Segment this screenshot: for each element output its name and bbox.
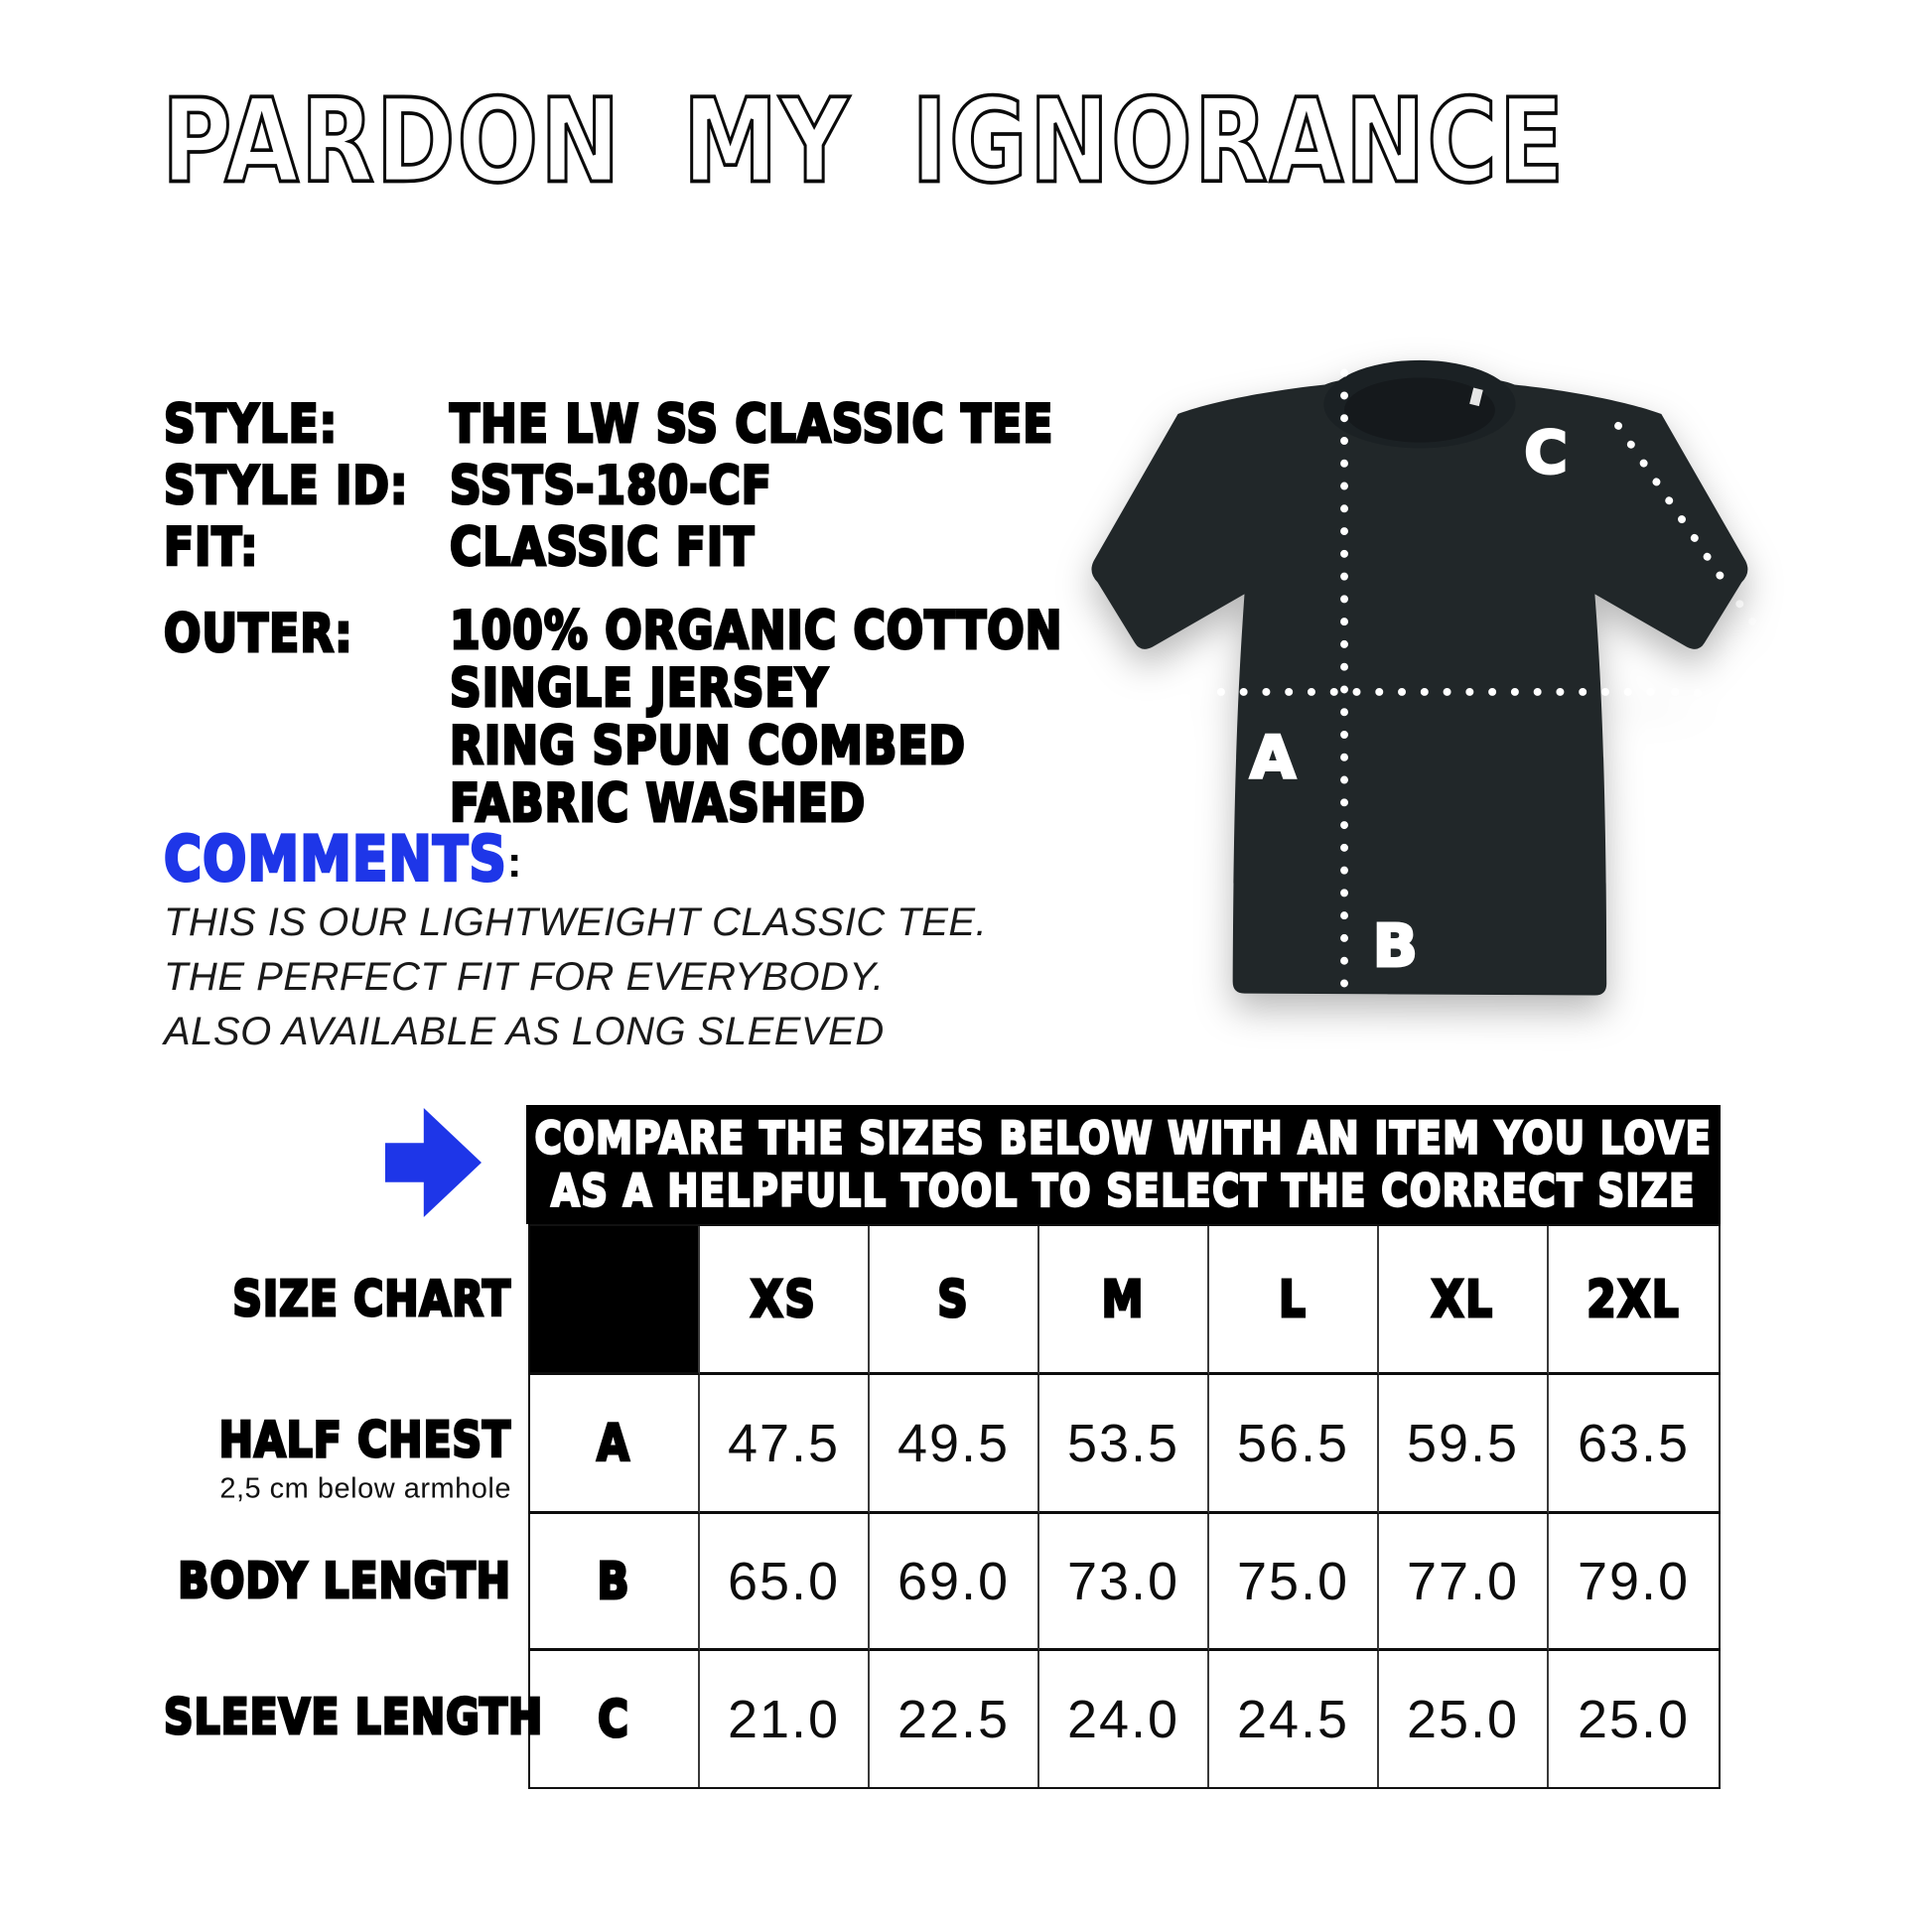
row-a-letter-cell: A xyxy=(530,1375,700,1514)
tee-label-c: C xyxy=(1524,418,1568,487)
style-value: THE LW SS CLASSIC TEE xyxy=(450,393,1054,455)
sleeve-fade-dot xyxy=(1735,600,1743,608)
fit-value: CLASSIC FIT xyxy=(450,516,756,578)
spec-block xyxy=(164,393,1063,834)
header-size-m: M xyxy=(1039,1226,1209,1375)
spec-row-style-id xyxy=(164,455,1018,516)
half-chest-xl: 59.5 xyxy=(1379,1375,1549,1514)
brand-logo: PARDON MY IGNORANCE xyxy=(162,73,1567,209)
outer-block xyxy=(164,600,1063,834)
outer-line: SINGLE JERSEY xyxy=(450,657,829,719)
style-label: STYLE: xyxy=(164,393,339,455)
comments-text xyxy=(164,896,1057,1059)
outer-line: RING SPUN COMBED xyxy=(450,715,966,776)
body-length-s: 69.0 xyxy=(870,1514,1039,1651)
half-chest-xs: 47.5 xyxy=(700,1375,870,1514)
header-size-xs: XS xyxy=(700,1226,870,1375)
style-id-label: STYLE ID: xyxy=(164,455,409,516)
sleeve-length-m: 24.0 xyxy=(1039,1651,1209,1787)
header-size-l: L xyxy=(1209,1226,1379,1375)
tee-collar-inner xyxy=(1344,378,1495,443)
header-size-2xl: 2XL xyxy=(1549,1226,1719,1375)
sleeve-length-l: 24.5 xyxy=(1209,1651,1379,1787)
arrow-right-icon xyxy=(385,1108,482,1217)
sleeve-length-2xl: 25.0 xyxy=(1549,1651,1719,1787)
size-compare-banner xyxy=(526,1105,1721,1224)
header-size-s: S xyxy=(870,1226,1039,1375)
sleeve-length-label: SLEEVE LENGTH xyxy=(164,1688,544,1745)
banner-line-2: AS A HELPFULL TOOL TO SELECT THE CORRECT SIZE xyxy=(551,1165,1696,1217)
tee-measurement-diagram xyxy=(1067,347,1762,1033)
style-id-value: SSTS-180-CF xyxy=(450,455,772,516)
half-chest-2xl: 63.5 xyxy=(1549,1375,1719,1514)
body-length-xs: 65.0 xyxy=(700,1514,870,1651)
half-chest-l: 56.5 xyxy=(1209,1375,1379,1514)
comment-line: THIS IS OUR LIGHTWEIGHT CLASSIC TEE. xyxy=(164,900,988,944)
body-length-2xl: 79.0 xyxy=(1549,1514,1719,1651)
sleeve-fade-dot xyxy=(1748,618,1756,625)
outer-material-lines xyxy=(450,602,1062,832)
spec-row-style xyxy=(164,393,1054,455)
comment-line: THE PERFECT FIT FOR EVERYBODY. xyxy=(164,955,885,999)
half-chest-label: HALF CHEST xyxy=(218,1411,511,1468)
comments-label: COMMENTS xyxy=(164,824,507,896)
half-chest-sublabel: 2,5 cm below armhole xyxy=(219,1472,511,1505)
fit-label: FIT: xyxy=(164,516,259,578)
size-chart-table xyxy=(528,1224,1721,1789)
half-chest-fade-dot xyxy=(1671,688,1679,696)
sleeve-length-s: 22.5 xyxy=(870,1651,1039,1787)
tee-label-b: B xyxy=(1372,910,1418,980)
banner-line-1: COMPARE THE SIZES BELOW WITH AN ITEM YOU LOVE xyxy=(534,1112,1713,1165)
comments-colon: : xyxy=(506,838,522,887)
body-length-label: BODY LENGTH xyxy=(178,1552,511,1609)
tee-label-a: A xyxy=(1250,723,1296,792)
spec-row-fit xyxy=(164,516,1018,578)
comment-line: ALSO AVAILABLE AS LONG SLEEVED xyxy=(164,1010,885,1053)
header-corner-cell xyxy=(530,1226,700,1375)
row-c-letter-cell: C xyxy=(530,1651,700,1787)
sleeve-length-xs: 21.0 xyxy=(700,1651,870,1787)
body-length-m: 73.0 xyxy=(1039,1514,1209,1651)
header-size-xl: XL xyxy=(1379,1226,1549,1375)
size-chart-title: SIZE CHART xyxy=(232,1270,511,1327)
body-length-xl: 77.0 xyxy=(1379,1514,1549,1651)
comments-heading xyxy=(164,824,522,896)
tee-body xyxy=(1091,374,1747,995)
outer-label: OUTER: xyxy=(164,603,353,665)
sleeve-length-xl: 25.0 xyxy=(1379,1651,1549,1787)
half-chest-fade-dot xyxy=(1694,689,1702,697)
body-length-l: 75.0 xyxy=(1209,1514,1379,1651)
half-chest-s: 49.5 xyxy=(870,1375,1039,1514)
row-b-letter-cell: B xyxy=(530,1514,700,1651)
outer-line: FABRIC WASHED xyxy=(450,772,867,834)
half-chest-m: 53.5 xyxy=(1039,1375,1209,1514)
outer-line: 100% ORGANIC COTTON xyxy=(450,600,1063,661)
